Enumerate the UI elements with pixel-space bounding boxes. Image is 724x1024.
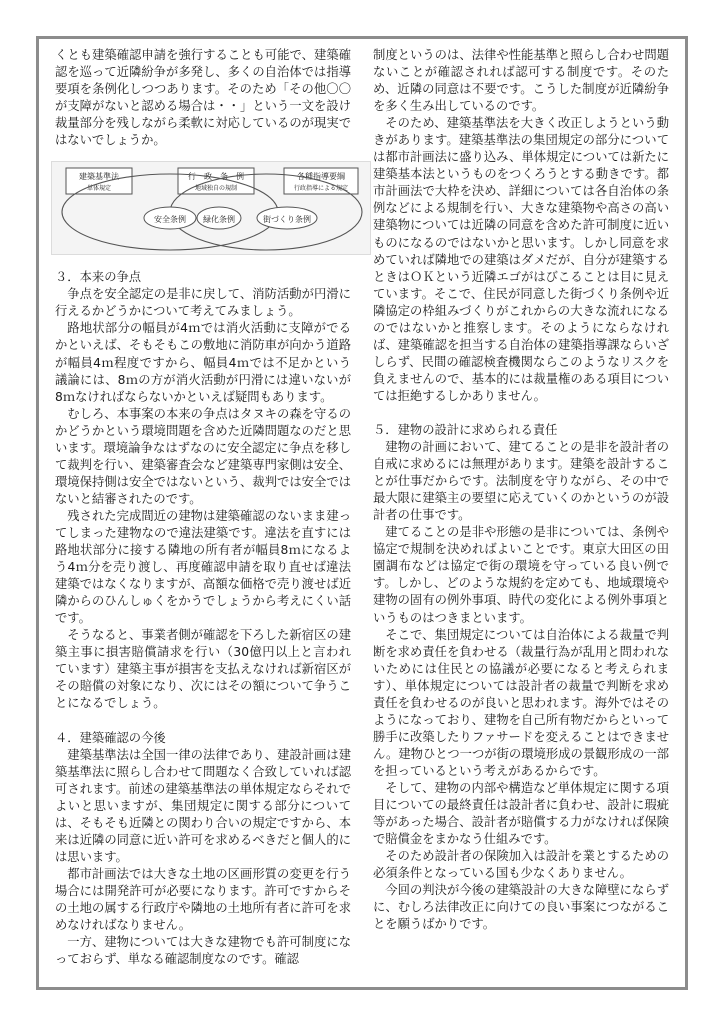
right-paragraph-1: 制度というのは、法律や性能基準と照らし合わせ問題ないことが確認されれば認可する制度です。そのため、近隣の同意は不要です。こうした制度が近隣紛争を多く生み出しているのです。 xyxy=(373,48,669,114)
section5-paragraph-4: そして、建物の内部や構造など単体規定に関する項目についての最終責任は設計者に負わせ、設計に瑕疵等があった場合、設計者が賠償する力がなければ保険で賠償金をまかなう仕組みです。 xyxy=(373,780,669,847)
box3-title: 各種指導要綱 xyxy=(297,172,345,182)
section3-heading: ３．本来の争点 xyxy=(55,270,142,285)
section5-paragraph-1: 建物の計画において、建てることの是非を設計者の自戒に求めるには無理があります。建築を設計することが仕事だからです。法制度を守りながら、その中で最大限に建築主の要望に応えていくのかというのが設計者の仕事です。 xyxy=(373,440,669,523)
section4-heading: ４．建築確認の今後 xyxy=(55,730,166,745)
section5-paragraph-5: そのため設計者の保険加入は設計を業とするための必須条件となっている国も少なくありません。 xyxy=(373,849,669,881)
ellipse1-label: 安全条例 xyxy=(154,215,186,225)
box2-title: 行 政 条 例 xyxy=(188,172,244,182)
left-column xyxy=(55,47,351,968)
section5-heading: ５．建物の設計に求められる責任 xyxy=(373,422,558,437)
spacer xyxy=(55,713,351,730)
section3-paragraph-4: 残された完成間近の建物は建築確認のないまま建ってしまった建物なので違法建築です。違法を直すには路地状部分に接する隣地の所有者が幅員8ｍになるよう4ｍ分を売り渡し、再度確認申請を取り直せば違法建築ではなくなりますが、高額な価格で売り渡せば近隣からのひんしゅくをかうでしょうから考えにくい話です。 xyxy=(55,508,351,626)
section4-paragraph-2: 都市計画法では大きな土地の区画形質の変更を行う場合には開発許可が必要になります。許可ですからその土地の属する行政庁や隣地の土地所有者に許可を求めなければなりません。 xyxy=(55,866,351,933)
regulation-diagram xyxy=(51,161,371,255)
section3-paragraph-3: むしろ、本事案の本来の争点はタヌキの森を守るのかどうかという環境問題を含めた近隣問題なのだと思います。環境論争なはずなのに安全認定に争点を移して裁判を行い、建築審査会など建築専門家側は安全、環境保持側は安全ではないという、裁判では安全ではないと結審されたのです。 xyxy=(55,406,351,506)
box2-subtitle: 地域独自の規制 xyxy=(194,185,238,193)
page-frame xyxy=(36,36,688,990)
section5-paragraph-2: 建てることの是非や形態の是非については、条例や協定で規制を決めればよいことです。東京大田区の田園調布などは協定で街の環境を守っている良い例です。しかし、どのような規約を定めても、地域環境や建物の固有の例外事項、時代の変化による例外事項というものはつきまといます。 xyxy=(373,525,669,625)
section5-paragraph-6: 今回の判決が今後の建築設計の大きな障壁にならずに、むしろ法律改正に向けての良い事案につながることを願うばかりです。 xyxy=(373,883,669,932)
box1-subtitle: 単体規定 xyxy=(86,185,112,193)
box1-title: 建築基準法 xyxy=(79,172,119,182)
section3-paragraph-1: 争点を安全認定の是非に戻して、消防活動が円滑に行えるかどうかについて考えてみましょう。 xyxy=(55,287,351,319)
spacer xyxy=(373,405,669,422)
section3-paragraph-2: 路地状部分の幅員が4ｍでは消火活動に支障がでるかといえば、そもそもこの敷地に消防車が向かう道路が幅員4ｍ程度ですから、幅員4ｍでは不足かという議論には、8ｍの方が消火活動が円滑には違いないが8ｍなければならないかといえば疑問もあります。 xyxy=(55,321,351,404)
section4-paragraph-3: 一方、建物については大きな建物でも許可制度になっておらず、単なる確認制度なのです。確認 xyxy=(55,935,351,967)
section4-paragraph-1: 建築基準法は全国一律の法律であり、建設計画は建築基準法に照らし合わせて問題なく合致していれば認可されます。前述の建築基準法の単体規定ならそれでよいと思いますが、集団規定に関する部分については、そもそも近隣との関わり合いの規定ですから、本来は近隣の同意に近い許可を求めるべきだと個人的には思います。 xyxy=(55,747,351,864)
right-column xyxy=(373,47,669,933)
section3-paragraph-5: そうなると、事業者側が確認を下ろした新宿区の建築主事に損害賠償請求を行い（30億円以上と言われています）建築主事が損害を支払えなければ新宿区がその賠償の対象になり、次にはその額について争うことになるでしょう。 xyxy=(55,628,351,711)
box3-subtitle: 行政指導による規定 xyxy=(293,185,349,193)
regulation-diagram-svg xyxy=(52,162,370,254)
section5-paragraph-3: そこで、集団規定については自治体による裁量で判断を求め責任を負わせる（裁量行為が乱用と問われないためには住民との協議が必要になると考えられます）、単体規定については設計者の裁量で判断を求め責任を負わせるのが良いと思われます。海外ではそのようになっており、建物を自己所有物だからといって勝手に改築したりファサードを変えることはできません。建物ひとつ一つが街の環境形成の景観形成の一部を担っているという考えがあるからです。 xyxy=(373,627,669,778)
right-paragraph-2: そのため、建築基準法を大きく改正しようという動きがあります。建築基準法の集団規定の部分については都市計画法に盛り込み、単体規定については新たに建築基本法というものをつくろうとする動きです。都市計画法で大枠を決め、詳細については各自治体の条例などによる規制を行い、大きな建築物や高さの高い建築物については近隣の同意を含めた許可制度に近いものになるのではないかと思います。しかし同意を求めていれば隣地での建築はダメだが、自分が建築するときはＯＫという近隣エゴがはびこることは目に見えています。そこで、住民が同意した街づくり条例や近隣協定の枠組みづくりがこれからの大きな流れになるのではないかと推察します。そのようにならなければ、建築確認を担当する自治体の建築指導課ならいざしらず、民間の確認検査機関ならこのようなリスクを負えませんので、基本的には裁量権のある項目については拒絶するしかありません。 xyxy=(373,116,669,403)
intro-paragraph: くとも建築確認申請を強行することも可能で、建築確認を巡って近隣紛争が多発し、多くの自治体では指導要項を条例化しつつあります。そのため「その他〇〇が支障がないと認める場合は・・」という一文を設け裁量部分を残しながら柔軟に対応しているのが現実ではないでしょうか。 xyxy=(55,48,351,148)
ellipse2-label: 緑化条例 xyxy=(203,215,235,225)
ellipse3-label: 街づくり条例 xyxy=(263,215,311,225)
